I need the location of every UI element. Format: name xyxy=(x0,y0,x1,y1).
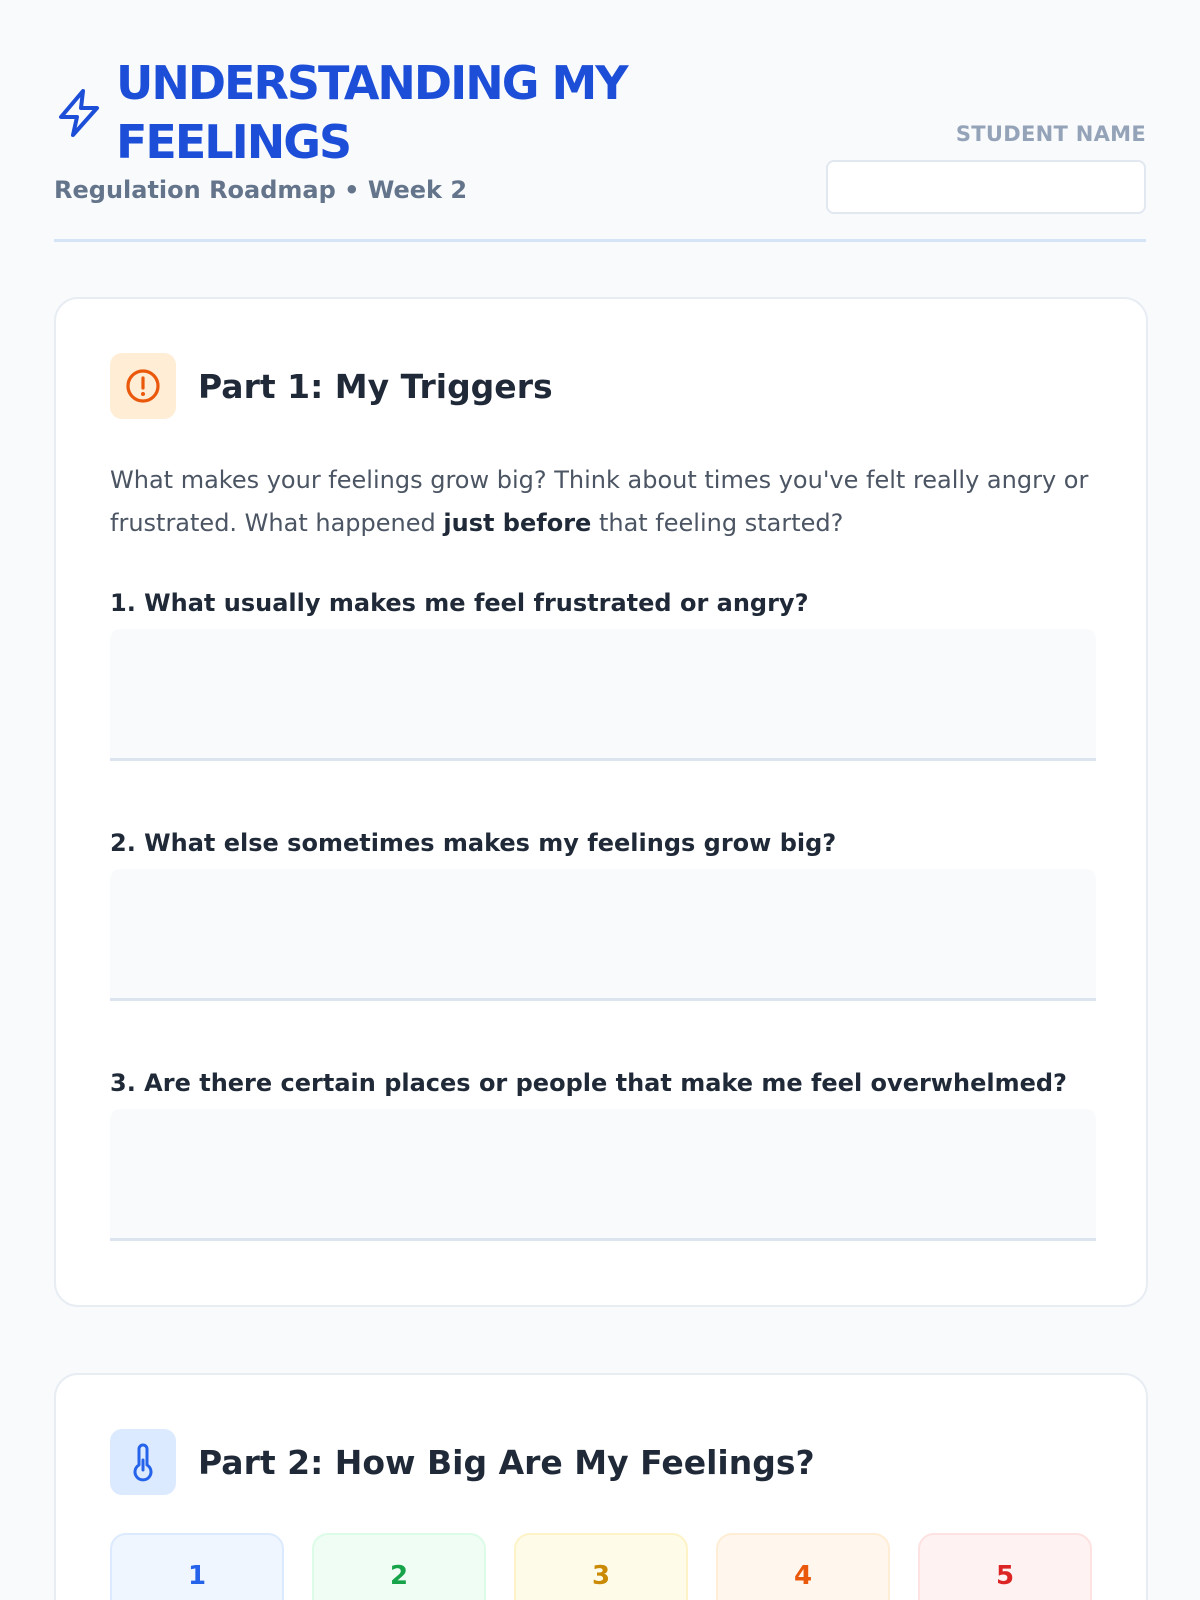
page-subtitle: Regulation Roadmap • Week 2 xyxy=(54,176,468,204)
part-1-card xyxy=(54,297,1148,1307)
page-title: UNDERSTANDING MY FEELINGS xyxy=(116,56,627,169)
thermometer-icon xyxy=(110,1429,176,1495)
part-1-title: Part 1: My Triggers xyxy=(198,366,553,406)
scale-level-1[interactable]: 1 xyxy=(110,1533,284,1600)
intro-text: What makes your feelings grow big? Think about times you've felt really angry or frustrated. What happened xyxy=(110,466,1089,537)
question-1-answer[interactable] xyxy=(110,629,1096,761)
intro-text-end: that feeling started? xyxy=(591,509,844,537)
question-1-label: 1. What usually makes me feel frustrated or angry? xyxy=(110,589,809,617)
question-2-label: 2. What else sometimes makes my feelings grow big? xyxy=(110,829,837,857)
student-name-field[interactable] xyxy=(826,160,1146,214)
intro-emphasis: just before xyxy=(443,509,592,537)
question-3-label: 3. Are there certain places or people that make me feel overwhelmed? xyxy=(110,1069,1067,1097)
feelings-scale xyxy=(110,1533,1092,1600)
scale-level-5[interactable]: 5 xyxy=(918,1533,1092,1600)
part-2-title: Part 2: How Big Are My Feelings? xyxy=(198,1442,815,1482)
scale-level-3[interactable]: 3 xyxy=(514,1533,688,1600)
lightning-bolt-icon xyxy=(56,88,102,138)
alert-circle-icon xyxy=(110,353,176,419)
scale-level-2[interactable]: 2 xyxy=(312,1533,486,1600)
part-1-intro xyxy=(110,459,1100,545)
scale-level-4[interactable]: 4 xyxy=(716,1533,890,1600)
question-2-answer[interactable] xyxy=(110,869,1096,1001)
part-1-header xyxy=(110,353,553,419)
part-2-header xyxy=(110,1429,815,1495)
part-2-card xyxy=(54,1373,1148,1600)
student-name-label: STUDENT NAME xyxy=(955,122,1146,146)
question-3-answer[interactable] xyxy=(110,1109,1096,1241)
worksheet-header xyxy=(54,0,1146,242)
